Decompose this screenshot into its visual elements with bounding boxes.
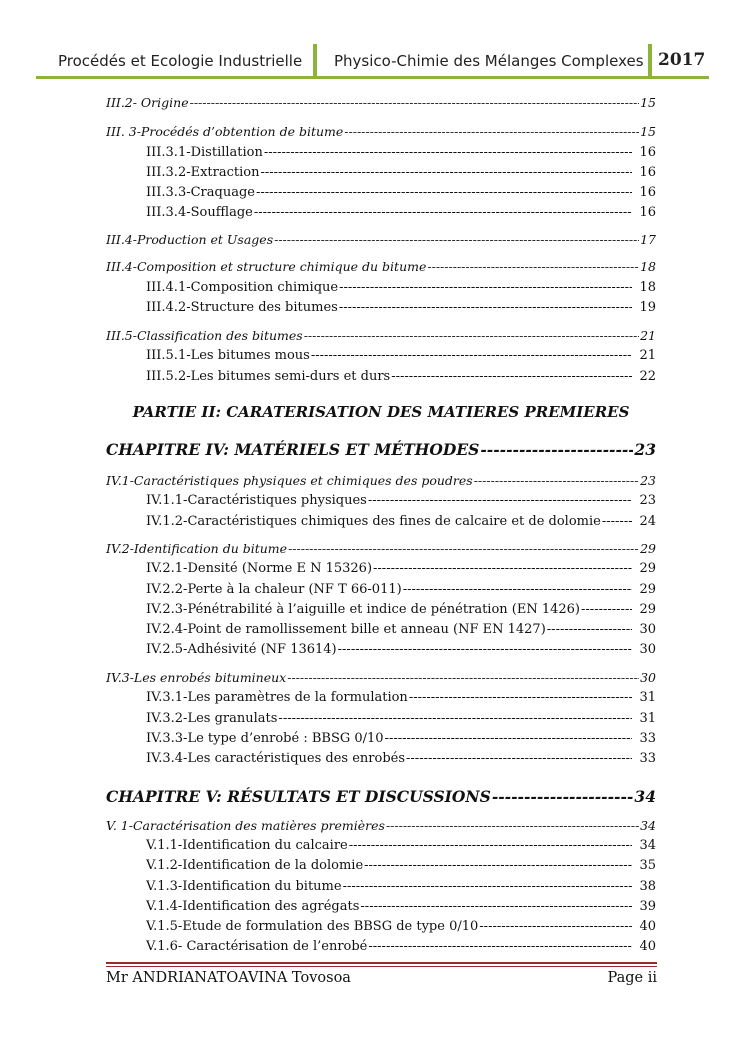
header-separator bbox=[648, 44, 652, 76]
header-separator bbox=[313, 44, 317, 76]
toc-entry[interactable]: III.3.3-Craquage ----- 16 bbox=[146, 184, 656, 202]
footer-author: Mr ANDRIANATOAVINA Tovosoa bbox=[106, 970, 351, 986]
toc-entry[interactable]: V. 1-Caractérisation des matières premières ----- 34 bbox=[106, 817, 656, 835]
toc-entry[interactable]: V.1.6- Caractérisation de l’enrobé ----- 40 bbox=[146, 938, 656, 956]
toc-chapter-entry[interactable]: CHAPITRE V: RÉSULTATS ET DISCUSSIONS ----- 34 bbox=[106, 786, 656, 808]
toc-entry[interactable]: IV.3.2-Les granulats ----- 31 bbox=[146, 710, 656, 728]
toc-entry[interactable]: V.1.2-Identification de la dolomie ----- 35 bbox=[146, 857, 656, 875]
toc-entry[interactable]: V.1.3-Identification du bitume ----- 38 bbox=[146, 878, 656, 896]
toc-entry[interactable]: III.2- Origine ----- 15 bbox=[106, 94, 656, 112]
toc-entry[interactable]: III.4.2-Structure des bitumes ----- 19 bbox=[146, 299, 656, 317]
toc-entry[interactable]: IV.3.3-Le type d’enrobé : BBSG 0/10 ----- 33 bbox=[146, 730, 656, 748]
toc-entry[interactable]: IV.2.2-Perte à la chaleur (NF T 66-011) ----- 29 bbox=[146, 581, 656, 599]
toc-chapter-entry[interactable]: CHAPITRE IV: MATÉRIELS ET MÉTHODES ----- 23 bbox=[106, 439, 656, 461]
header-course-title: Procédés et Ecologie Industrielle bbox=[58, 52, 303, 70]
header-year: 2017 bbox=[658, 50, 706, 70]
toc-entry[interactable]: IV.2.3-Pénétrabilité à l’aiguille et indice de pénétration (EN 1426) ----- 29 bbox=[146, 601, 656, 619]
footer-rule bbox=[106, 966, 657, 967]
header-rule bbox=[36, 76, 709, 79]
toc-entry[interactable]: IV.2.4-Point de ramollissement bille et anneau (NF EN 1427) ----- 30 bbox=[146, 621, 656, 639]
header-subject-title: Physico-Chimie des Mélanges Complexes bbox=[334, 52, 644, 70]
toc-entry[interactable]: IV.1.1-Caractéristiques physiques ----- 23 bbox=[146, 492, 656, 510]
toc-entry[interactable]: III.5-Classification des bitumes ----- 21 bbox=[106, 327, 656, 345]
toc-entry[interactable]: III.3.4-Soufflage ----- 16 bbox=[146, 204, 656, 222]
toc-entry[interactable]: III.4-Production et Usages ----- 17 bbox=[106, 231, 656, 249]
toc-entry[interactable]: IV.3.1-Les paramètres de la formulation ----- 31 bbox=[146, 689, 656, 707]
toc-entry[interactable]: III.5.2-Les bitumes semi-durs et durs ----- 22 bbox=[146, 368, 656, 386]
toc-entry[interactable]: III.4.1-Composition chimique ----- 18 bbox=[146, 279, 656, 297]
toc-entry[interactable]: V.1.5-Etude de formulation des BBSG de type 0/10 ----- 40 bbox=[146, 918, 656, 936]
toc-entry[interactable]: IV.2.5-Adhésivité (NF 13614) ----- 30 bbox=[146, 641, 656, 659]
toc-entry[interactable]: IV.2.1-Densité (Norme E N 15326) ----- 29 bbox=[146, 560, 656, 578]
footer-page-number: Page ii bbox=[607, 970, 657, 986]
toc-entry[interactable]: III.3.2-Extraction ----- 16 bbox=[146, 164, 656, 182]
page-header bbox=[36, 40, 709, 82]
toc-entry[interactable]: III. 3-Procédés d’obtention de bitume ----- 15 bbox=[106, 123, 656, 141]
toc-entry[interactable]: III.4-Composition et structure chimique du bitume ----- 18 bbox=[106, 258, 656, 276]
toc-entry[interactable]: IV.3-Les enrobés bitumineux ----- 30 bbox=[106, 669, 656, 687]
footer-rule bbox=[106, 962, 657, 964]
toc-entry[interactable]: III.3.1-Distillation ----- 16 bbox=[146, 144, 656, 162]
part-title: PARTIE II: CARATERISATION DES MATIERES PREMIERES bbox=[132, 403, 630, 421]
toc-entry[interactable]: IV.3.4-Les caractéristiques des enrobés ----- 33 bbox=[146, 750, 656, 768]
toc-entry[interactable]: IV.1-Caractéristiques physiques et chimiques des poudres ----- 23 bbox=[106, 472, 656, 490]
toc-entry[interactable]: IV.1.2-Caractéristiques chimiques des fines de calcaire et de dolomie ----- 24 bbox=[146, 513, 656, 531]
toc-entry[interactable]: V.1.4-Identification des agrégats ----- 39 bbox=[146, 898, 656, 916]
toc-entry[interactable]: III.5.1-Les bitumes mous ----- 21 bbox=[146, 347, 656, 365]
toc-entry[interactable]: V.1.1-Identification du calcaire ----- 34 bbox=[146, 837, 656, 855]
toc-entry[interactable]: IV.2-Identification du bitume ----- 29 bbox=[106, 540, 656, 558]
